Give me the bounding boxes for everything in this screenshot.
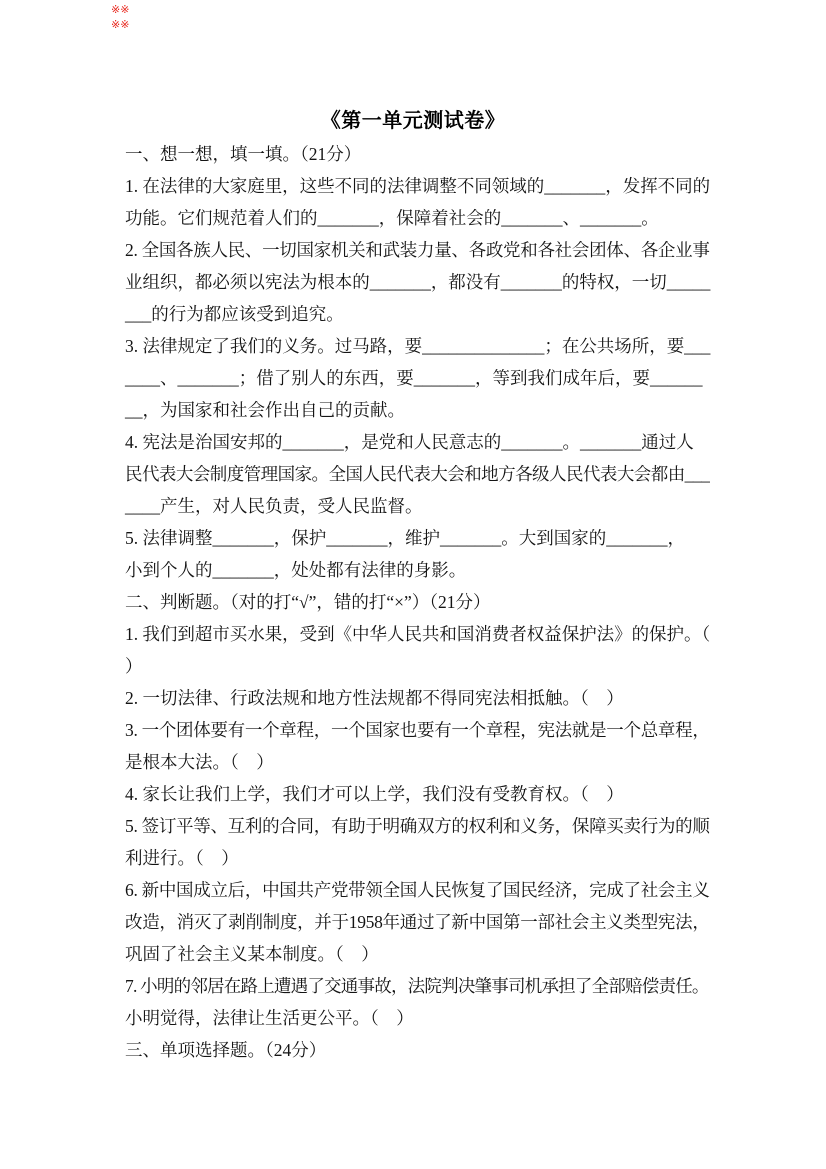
text-line: 1. 在法律的大家庭里，这些不同的法律调整不同领域的_______，发挥不同的 <box>125 176 711 196</box>
text-line: 5. 签订平等、互利的合同，有助于明确双方的权利和义务，保障买卖行为的顺 <box>125 816 710 836</box>
text-line: 业组织，都必须以宪法为根本的_______，都没有_______的特权，一切_____ <box>125 272 711 292</box>
page-title: 《第一单元测试卷》 <box>320 110 506 132</box>
red-mark-row: ※※ <box>111 3 130 16</box>
text-line: 民代表大会制度管理国家。全国人民代表大会和地方各级人民代表大会都由___ <box>125 464 710 484</box>
text-line: ____、_______；借了别人的东西，要_______，等到我们成年后，要______ <box>125 368 703 388</box>
text-line: ____产生，对人民负责，受人民监督。 <box>125 496 423 516</box>
text-line: 3. 一个团体要有一个章程，一个国家也要有一个章程，宪法就是一个总章程， <box>125 720 710 740</box>
text-line: 三、单项选择题。（24分） <box>125 1040 327 1060</box>
text-line: ___的行为都应该受到追究。 <box>125 304 344 324</box>
text-line: ） <box>125 656 143 676</box>
text-line: 1. 我们到超市买水果，受到《中华人民共和国消费者权益保护法》的保护。（ <box>125 624 711 644</box>
text-line: 一、想一想，填一填。（21分） <box>125 144 362 164</box>
text-line: 是根本大法。（ ） <box>125 752 274 772</box>
section-true-false <box>125 586 710 1034</box>
red-mark-row: ※※ <box>111 18 130 31</box>
text-line: 2. 全国各族人民、一切国家机关和武装力量、各政党和各社会团体、各企业事 <box>125 240 710 260</box>
text-line: __，为国家和社会作出自己的贡献。 <box>125 400 405 420</box>
section-fill-in-blanks <box>125 138 710 586</box>
document-body <box>125 138 710 1066</box>
text-line: 小明觉得，法律让生活更公平。（ ） <box>125 1008 414 1028</box>
text-line: 改造，消灭了剥削制度，并于1958年通过了新中国第一部社会主义类型宪法， <box>125 912 710 932</box>
text-line: 6. 新中国成立后，中国共产党带领全国人民恢复了国民经济，完成了社会主义 <box>125 880 710 900</box>
text-line: 二、判断题。（对的打“√”，错的打“×”）（21分） <box>125 592 491 612</box>
text-line: 4. 宪法是治国安邦的_______，是党和人民意志的_______。_______通过人 <box>125 432 694 452</box>
red-corner-marks <box>111 2 129 32</box>
text-line: 7. 小明的邻居在路上遭遇了交通事故，法院判决肇事司机承担了全部赔偿责任。 <box>125 976 709 996</box>
text-line: 3. 法律规定了我们的义务。过马路，要______________；在公共场所，要___ <box>125 336 711 356</box>
text-line: 小到个人的_______，处处都有法律的身影。 <box>125 560 467 580</box>
text-line: 4. 家长让我们上学，我们才可以上学，我们没有受教育权。（ ） <box>125 784 624 804</box>
text-line: 利进行。（ ） <box>125 848 239 868</box>
section-multiple-choice <box>125 1034 710 1066</box>
text-line: 功能。它们规范着人们的_______，保障着社会的_______、_______。 <box>125 208 659 228</box>
text-line: 2. 一切法律、行政法规和地方性法规都不得同宪法相抵触。（ ） <box>125 688 624 708</box>
text-line: 巩固了社会主义某本制度。（ ） <box>125 944 379 964</box>
text-line: 5. 法律调整_______，保护_______，维护_______。大到国家的_______， <box>125 528 685 548</box>
